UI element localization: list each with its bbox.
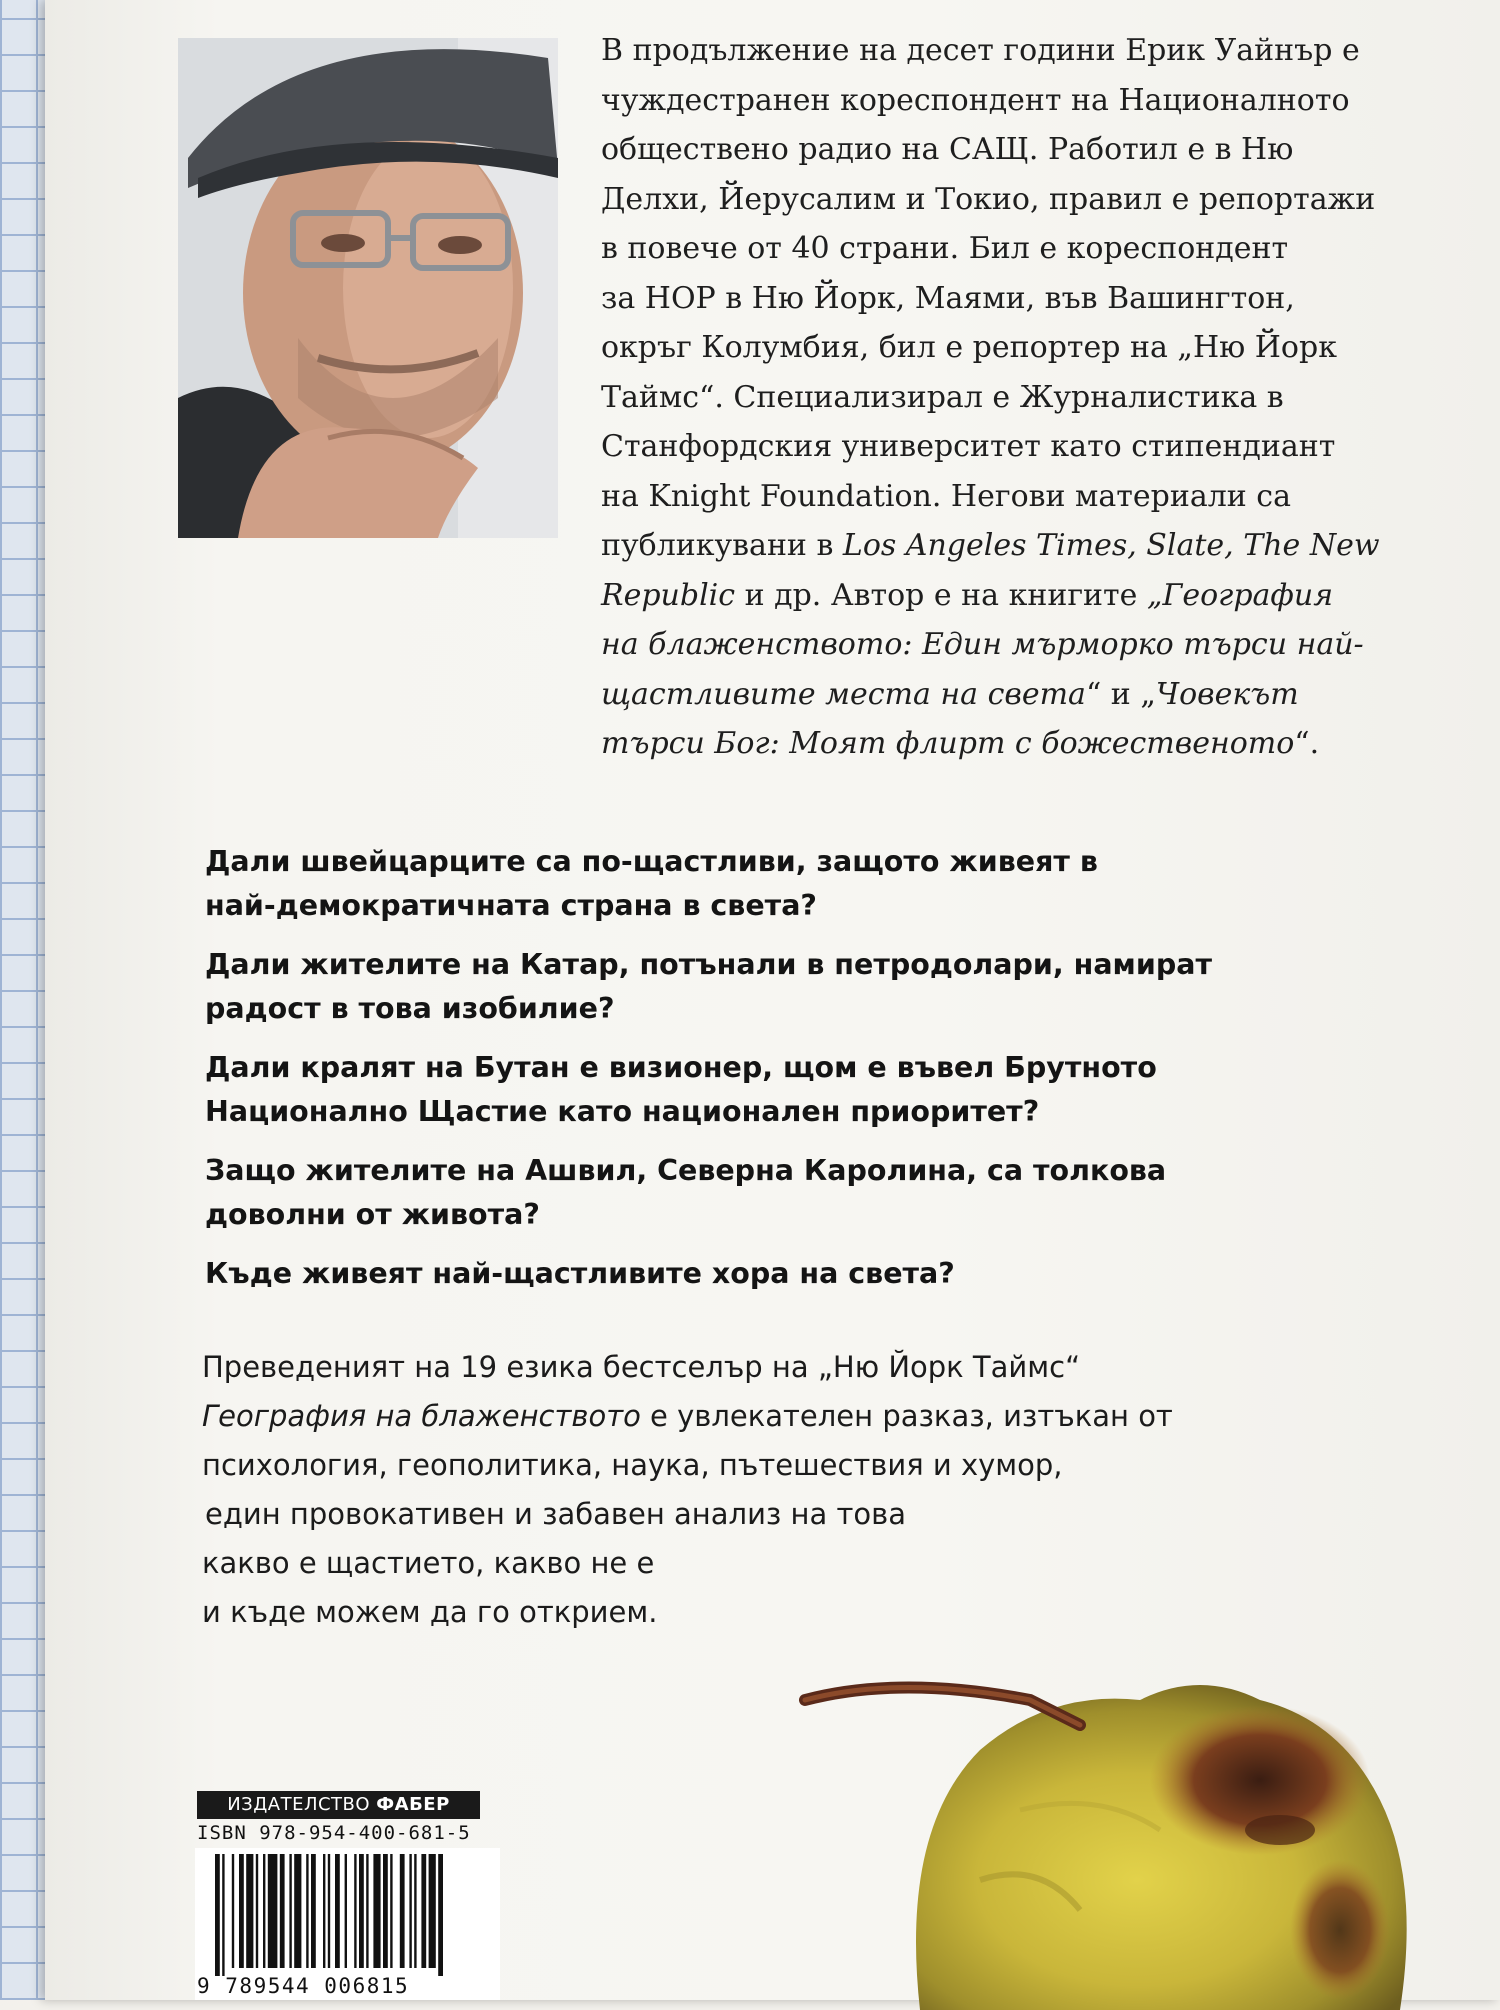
barcode-bar xyxy=(294,1854,301,1968)
bio-line: Станфордския университет като стипендиант xyxy=(601,429,1336,464)
blurb-line: психология, геополитика, наука, пътешествия и хумор, xyxy=(202,1448,1063,1482)
barcode-bar xyxy=(438,1854,443,1976)
bio-line: окръг Колумбия, бил е репортер на „Ню Йорк xyxy=(601,330,1337,365)
barcode-bar xyxy=(268,1854,278,1968)
blurb-line: Преведеният на 19 езика бестселър на „Ню Йорк Таймс“ xyxy=(202,1350,1081,1384)
barcode-bar xyxy=(414,1854,416,1968)
barcode-bar xyxy=(263,1854,265,1968)
bio-line: В продължение на десет години Ерик Уайнър е xyxy=(601,33,1360,68)
barcode-bar xyxy=(354,1854,356,1968)
bio-line: щастливите места на света“ и „Човекът xyxy=(601,676,1299,712)
question-line: доволни от живота? xyxy=(205,1198,540,1231)
question-line: най-демократичната страна в света? xyxy=(205,889,817,922)
author-bio xyxy=(601,26,1391,769)
publisher-label: ИЗДАТЕЛСТВО ФАБЕР xyxy=(197,1791,480,1819)
book-back-cover xyxy=(45,0,1500,2000)
book-title: търси Бог: Моят флирт с божественото xyxy=(601,726,1295,761)
bio-line: търси Бог: Моят флирт с божественото“. xyxy=(601,726,1320,761)
book-title: на блаженството: Един мърморко търси най- xyxy=(601,627,1364,662)
barcode-bar xyxy=(421,1854,426,1968)
bio-line: обществено радио на САЩ. Работил е в Ню xyxy=(601,132,1294,167)
blurb-line: един провокативен и забавен анализ на това xyxy=(205,1497,906,1531)
barcode-bar xyxy=(390,1854,392,1968)
barcode-bar xyxy=(400,1854,405,1968)
publications-list: Los Angeles Times, Slate, The New xyxy=(842,528,1380,563)
barcode-bar xyxy=(409,1854,411,1968)
barcode-bar xyxy=(280,1854,285,1968)
barcode-bar xyxy=(289,1854,291,1968)
book-title: щастливите места на света xyxy=(601,676,1086,712)
question xyxy=(205,1252,1325,1296)
question xyxy=(205,840,1325,928)
question-line: Национално Щастие като национален приоритет? xyxy=(205,1095,1040,1128)
barcode xyxy=(195,1848,500,2000)
book-title: Човекът xyxy=(1155,676,1299,712)
book-blurb xyxy=(202,1343,1302,1637)
barcode-bar xyxy=(429,1854,436,1968)
bio-line: в повече от 40 страни. Бил е кореспондент xyxy=(601,231,1289,266)
question-line: Дали кралят на Бутан е визионер, щом е въвел Брутното xyxy=(205,1051,1157,1084)
bio-line: на Knight Foundation. Негови материали са xyxy=(601,478,1291,514)
question xyxy=(205,943,1325,1031)
publication-name: Republic xyxy=(601,577,736,613)
barcode-bar xyxy=(383,1854,388,1968)
bio-line: чуждестранен кореспондент на Националното xyxy=(601,82,1350,118)
barcode-bar xyxy=(366,1854,368,1968)
barcode-bar xyxy=(239,1854,244,1968)
barcode-bar xyxy=(328,1854,330,1968)
apple-image xyxy=(780,1630,1500,2010)
barcode-bar xyxy=(373,1854,380,1968)
barcode-bar xyxy=(256,1854,258,1968)
question-line: Дали жителите на Катар, потънали в петродолари, намират xyxy=(205,948,1212,981)
barcode-digits: 9 789544 006815 xyxy=(197,1974,410,1998)
barcode-bar xyxy=(359,1854,364,1968)
question xyxy=(205,1046,1325,1134)
barcode-bar xyxy=(232,1854,234,1968)
barcode-bar xyxy=(323,1854,325,1968)
isbn-text: ISBN 978-954-400-681-5 xyxy=(197,1822,471,1844)
barcode-bar xyxy=(215,1854,220,1976)
bio-line: за НОР в Ню Йорк, Маями, във Вашингтон, xyxy=(601,280,1295,316)
barcode-bar xyxy=(222,1854,224,1976)
barcode-bar xyxy=(246,1854,253,1968)
barcode-bar xyxy=(335,1854,340,1968)
blurb-line: География на блаженството е увлекателен разказ, изтъкан от xyxy=(202,1399,1173,1433)
blurb-line: и къде можем да го открием. xyxy=(202,1595,658,1629)
question-line: Дали швейцарците са по-щастливи, защото живеят в xyxy=(205,845,1098,878)
barcode-bar xyxy=(311,1854,316,1968)
barcode-bars xyxy=(215,1854,495,1976)
book-title: География на блаженството xyxy=(202,1399,641,1433)
bio-line xyxy=(601,620,1391,670)
author-photo xyxy=(178,38,558,538)
bio-line: публикувани в Los Angeles Times, Slate, The New xyxy=(601,528,1380,563)
bio-line: Делхи, Йерусалим и Токио, правил е репортажи xyxy=(601,181,1376,217)
questions-block xyxy=(205,840,1325,1311)
question-line: Къде живеят най-щастливите хора на света? xyxy=(205,1257,955,1290)
barcode-bar xyxy=(306,1854,308,1968)
question-line: Защо жителите на Ашвил, Северна Каролина, са толкова xyxy=(205,1154,1167,1187)
question-line: радост в това изобилие? xyxy=(205,992,615,1025)
grid-paper-background xyxy=(0,0,45,2000)
question xyxy=(205,1149,1325,1237)
bio-line: Republic и др. Автор е на книгите „География xyxy=(601,577,1334,613)
bio-line: Таймс“. Специализирал е Журналистика в xyxy=(601,379,1284,415)
book-title: „География xyxy=(1146,577,1334,613)
blurb-line: какво е щастието, какво не е xyxy=(202,1546,655,1580)
barcode-bar xyxy=(345,1854,347,1968)
